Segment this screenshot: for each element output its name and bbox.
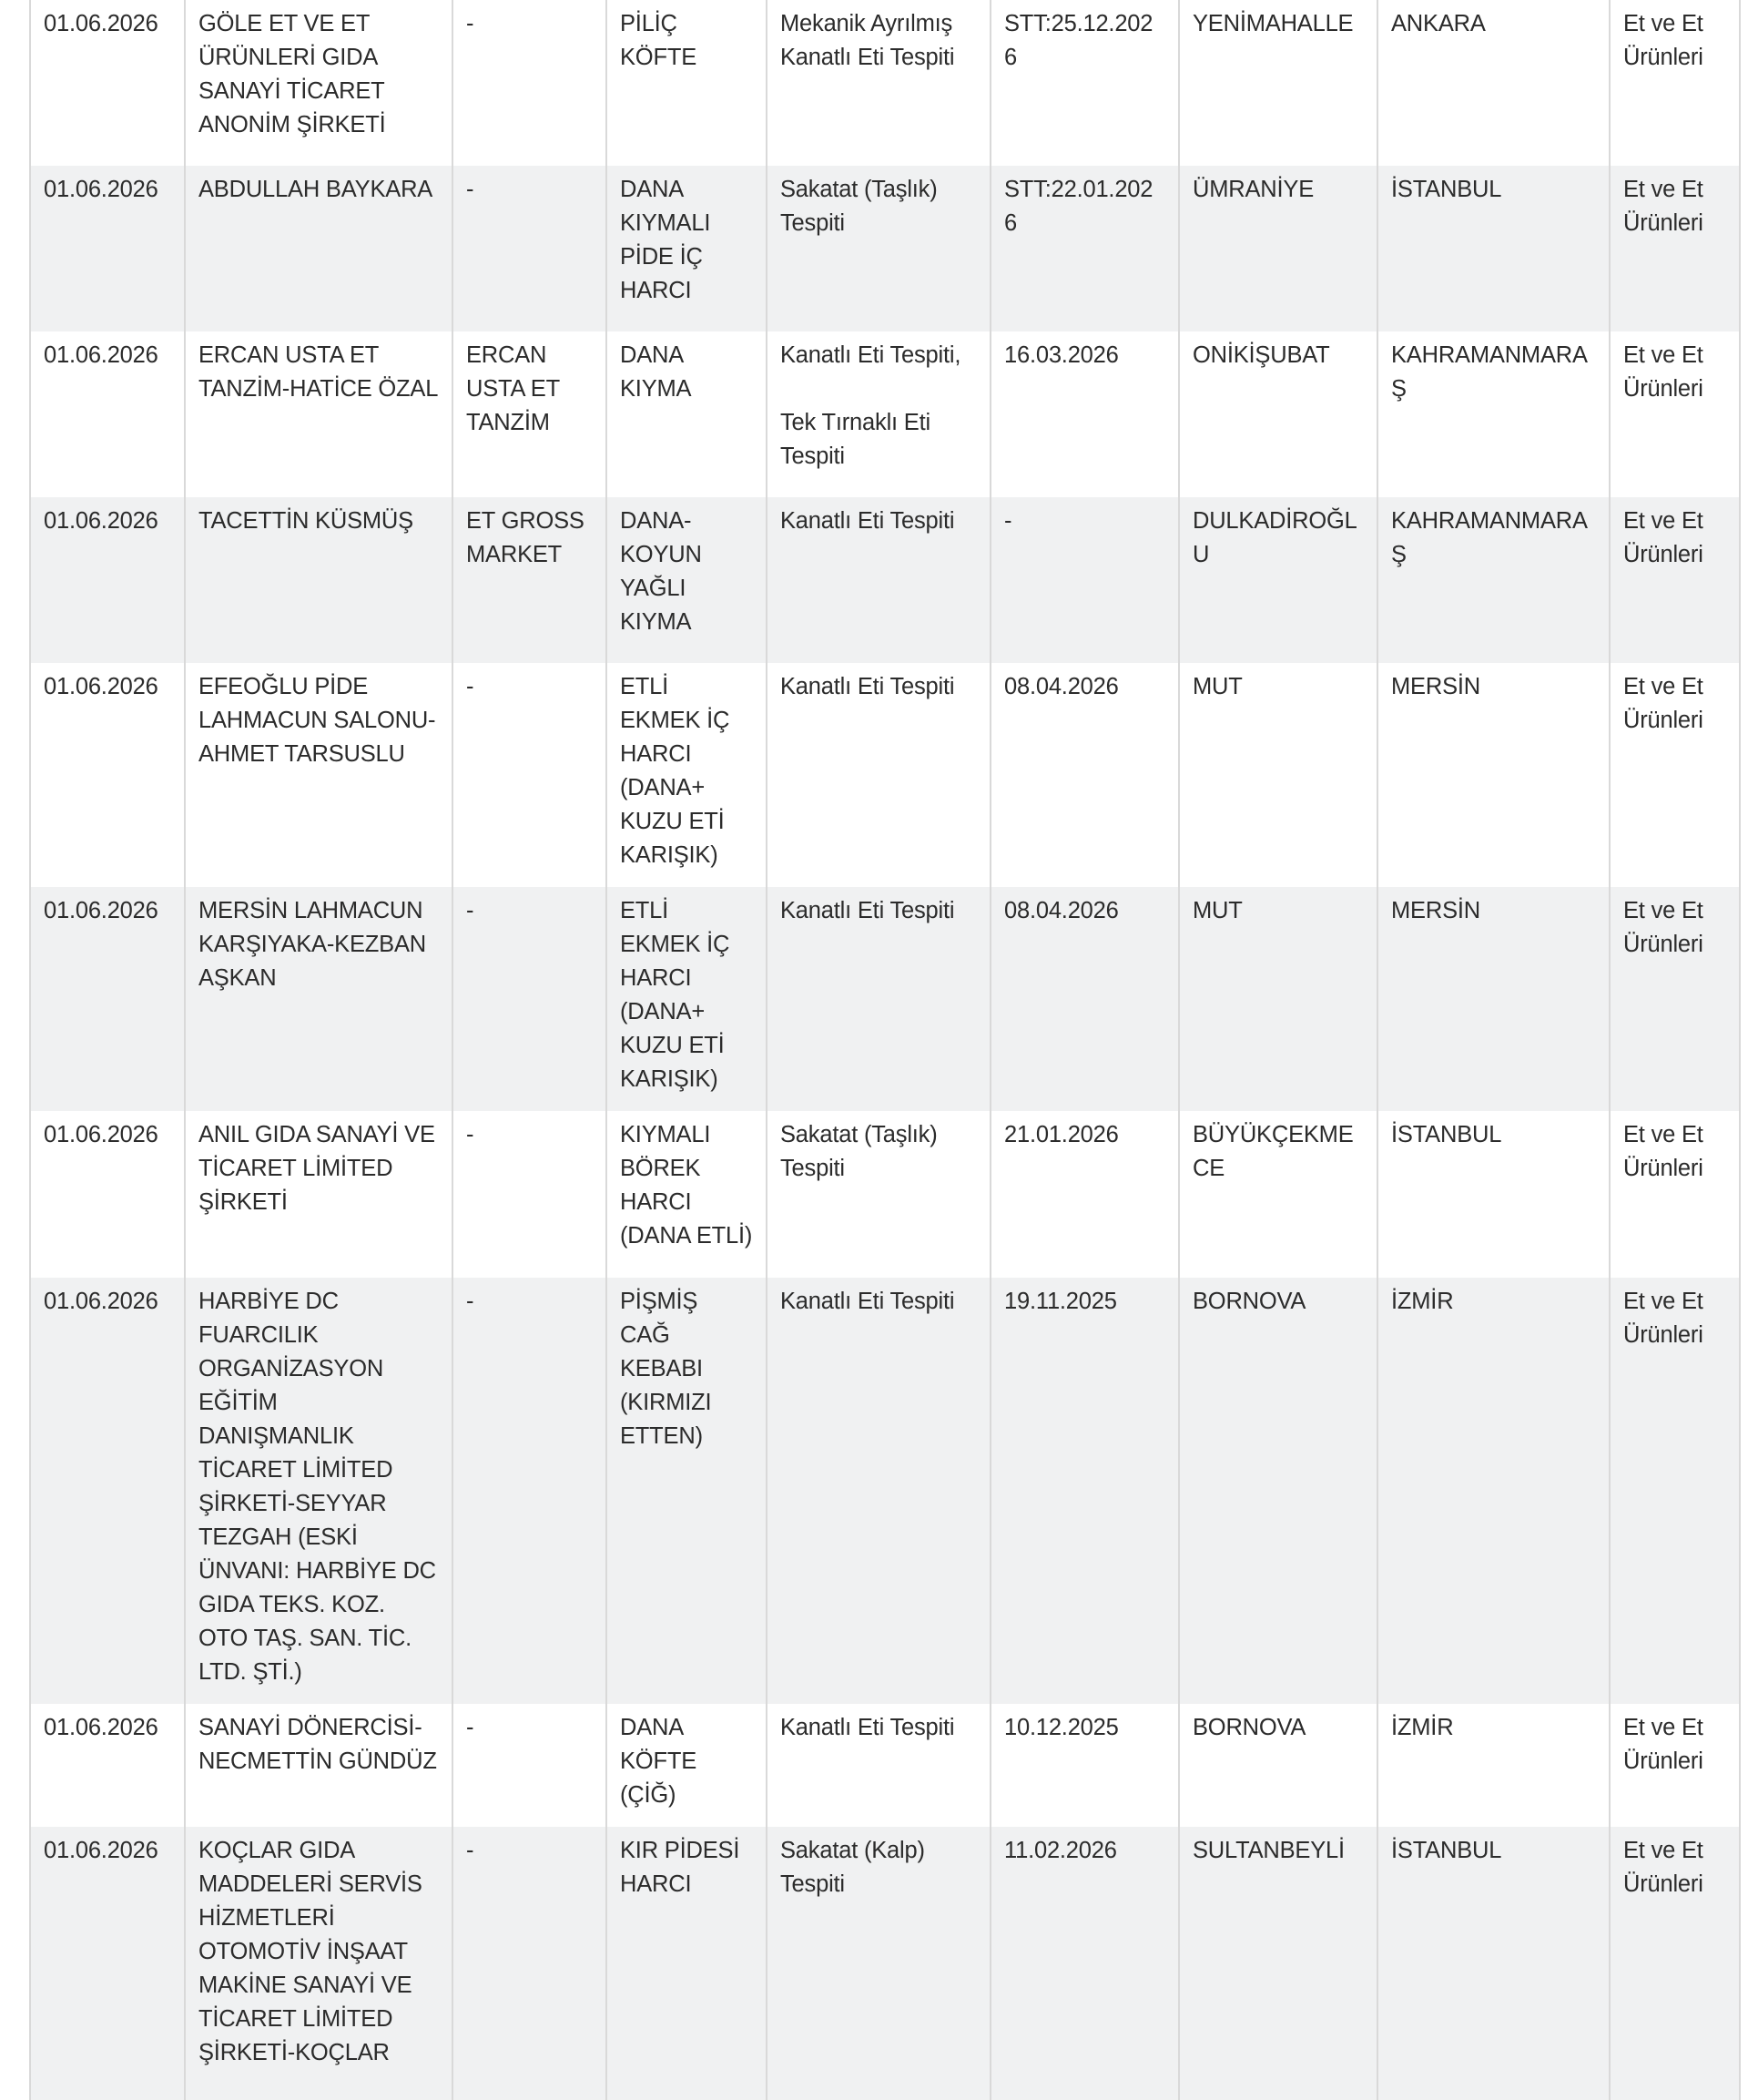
cell-city bbox=[1377, 166, 1610, 331]
cell-lot bbox=[991, 166, 1179, 331]
cell-date bbox=[30, 331, 185, 497]
cell-lot bbox=[991, 887, 1179, 1111]
cell-brand bbox=[452, 887, 606, 1111]
cell-lot-text: 16.03.2026 bbox=[1004, 342, 1119, 368]
cell-district-text: BÜYÜKÇEKMECE bbox=[1193, 1122, 1354, 1181]
cell-district bbox=[1179, 331, 1377, 497]
cell-finding bbox=[767, 166, 991, 331]
cell-product bbox=[606, 1278, 767, 1704]
cell-company-text: SANAYİ DÖNERCİSİ-NECMETTİN GÜNDÜZ bbox=[198, 1715, 437, 1774]
cell-product bbox=[606, 887, 767, 1111]
cell-group bbox=[1610, 331, 1740, 497]
finding-text: Sakatat (Taşlık) Tespiti bbox=[780, 177, 938, 236]
cell-lot-text: 19.11.2025 bbox=[1004, 1289, 1117, 1314]
cell-product-text: DANA-KOYUN YAĞLI KIYMA bbox=[620, 508, 702, 635]
finding-text: Tek Tırnaklı Eti Tespiti bbox=[780, 410, 930, 469]
finding-text: Kanatlı Eti Tespiti bbox=[780, 508, 955, 534]
cell-lot bbox=[991, 0, 1179, 166]
cell-product bbox=[606, 166, 767, 331]
cell-company-text: KOÇLAR GIDA MADDELERİ SERVİS HİZMETLERİ OTOMOTİV İNŞAAT MAKİNE SANAYİ VE TİCARET LİMİTED ŞİRKETİ-KOÇLAR bbox=[198, 1838, 422, 2065]
cell-brand bbox=[452, 0, 606, 166]
cell-date-text: 01.06.2026 bbox=[44, 1838, 158, 1863]
cell-brand bbox=[452, 331, 606, 497]
cell-lot bbox=[991, 1111, 1179, 1278]
table-row bbox=[30, 1278, 1740, 1704]
finding-text: Kanatlı Eti Tespiti bbox=[780, 674, 955, 699]
cell-group-text: Et ve Et Ürünleri bbox=[1623, 1289, 1703, 1348]
cell-company bbox=[185, 0, 452, 166]
cell-group bbox=[1610, 0, 1740, 166]
cell-lot bbox=[991, 497, 1179, 663]
cell-lot bbox=[991, 1278, 1179, 1704]
cell-group-text: Et ve Et Ürünleri bbox=[1623, 1715, 1703, 1774]
cell-company-text: ERCAN USTA ET TANZİM-HATİCE ÖZAL bbox=[198, 342, 439, 402]
cell-date bbox=[30, 887, 185, 1111]
cell-lot-text: STT:25.12.2026 bbox=[1004, 11, 1153, 70]
cell-finding bbox=[767, 1704, 991, 1827]
finding-text: Kanatlı Eti Tespiti bbox=[780, 1289, 955, 1314]
cell-product-text: PİŞMİŞ CAĞ KEBABI (KIRMIZI ETTEN) bbox=[620, 1289, 712, 1449]
cell-brand bbox=[452, 1278, 606, 1704]
cell-group bbox=[1610, 1111, 1740, 1278]
cell-company-text: EFEOĞLU PİDE LAHMACUN SALONU-AHMET TARSUSLU bbox=[198, 674, 436, 767]
cell-date bbox=[30, 1827, 185, 2100]
cell-date-text: 01.06.2026 bbox=[44, 1289, 158, 1314]
cell-district-text: BORNOVA bbox=[1193, 1715, 1306, 1740]
cell-product-text: ETLİ EKMEK İÇ HARCI (DANA+ KUZU ETİ KARIŞIK) bbox=[620, 674, 730, 868]
cell-district bbox=[1179, 1827, 1377, 2100]
cell-city bbox=[1377, 1111, 1610, 1278]
cell-finding bbox=[767, 1111, 991, 1278]
cell-finding bbox=[767, 887, 991, 1111]
cell-city bbox=[1377, 1278, 1610, 1704]
cell-date-text: 01.06.2026 bbox=[44, 1122, 158, 1147]
cell-brand-text: - bbox=[466, 177, 474, 202]
finding-text: Kanatlı Eti Tespiti bbox=[780, 898, 955, 923]
cell-product bbox=[606, 0, 767, 166]
cell-group bbox=[1610, 663, 1740, 887]
table-row bbox=[30, 331, 1740, 497]
cell-company-text: ANIL GIDA SANAYİ VE TİCARET LİMİTED ŞİRKETİ bbox=[198, 1122, 435, 1215]
cell-district-text: SULTANBEYLİ bbox=[1193, 1838, 1345, 1863]
cell-city-text: MERSİN bbox=[1391, 674, 1480, 699]
cell-brand bbox=[452, 663, 606, 887]
cell-city-text: KAHRAMANMARAŞ bbox=[1391, 508, 1588, 567]
cell-finding bbox=[767, 1827, 991, 2100]
cell-city bbox=[1377, 663, 1610, 887]
cell-product bbox=[606, 497, 767, 663]
cell-date bbox=[30, 663, 185, 887]
cell-company bbox=[185, 1111, 452, 1278]
cell-group-text: Et ve Et Ürünleri bbox=[1623, 1122, 1703, 1181]
cell-company bbox=[185, 497, 452, 663]
cell-lot bbox=[991, 331, 1179, 497]
cell-brand-text: - bbox=[466, 1122, 474, 1147]
table-row bbox=[30, 166, 1740, 331]
cell-company bbox=[185, 1278, 452, 1704]
cell-date bbox=[30, 497, 185, 663]
cell-lot-text: 08.04.2026 bbox=[1004, 674, 1119, 699]
cell-brand-text: - bbox=[466, 11, 474, 36]
cell-date-text: 01.06.2026 bbox=[44, 342, 158, 368]
cell-brand-text: - bbox=[466, 674, 474, 699]
cell-date-text: 01.06.2026 bbox=[44, 674, 158, 699]
table-row bbox=[30, 663, 1740, 887]
cell-city-text: KAHRAMANMARAŞ bbox=[1391, 342, 1588, 402]
cell-product bbox=[606, 663, 767, 887]
cell-date-text: 01.06.2026 bbox=[44, 11, 158, 36]
cell-city-text: MERSİN bbox=[1391, 898, 1480, 923]
cell-company bbox=[185, 1827, 452, 2100]
cell-lot-text: STT:22.01.2026 bbox=[1004, 177, 1153, 236]
cell-company bbox=[185, 663, 452, 887]
cell-brand-text: - bbox=[466, 1838, 474, 1863]
cell-district bbox=[1179, 497, 1377, 663]
cell-date bbox=[30, 1704, 185, 1827]
finding-text: Sakatat (Kalp) Tespiti bbox=[780, 1838, 925, 1897]
cell-product-text: PİLİÇ KÖFTE bbox=[620, 11, 697, 70]
cell-finding bbox=[767, 497, 991, 663]
cell-date-text: 01.06.2026 bbox=[44, 898, 158, 923]
cell-date bbox=[30, 166, 185, 331]
cell-city bbox=[1377, 331, 1610, 497]
cell-brand bbox=[452, 497, 606, 663]
cell-company-text: MERSİN LAHMACUN KARŞIYAKA-KEZBAN AŞKAN bbox=[198, 898, 426, 991]
cell-city bbox=[1377, 1704, 1610, 1827]
cell-product bbox=[606, 1827, 767, 2100]
cell-group bbox=[1610, 887, 1740, 1111]
cell-district-text: DULKADİROĞLU bbox=[1193, 508, 1357, 567]
table-row bbox=[30, 1111, 1740, 1278]
cell-group-text: Et ve Et Ürünleri bbox=[1623, 508, 1703, 567]
cell-district-text: BORNOVA bbox=[1193, 1289, 1306, 1314]
cell-lot bbox=[991, 1704, 1179, 1827]
cell-company-text: TACETTİN KÜSMÜŞ bbox=[198, 508, 413, 534]
cell-finding bbox=[767, 0, 991, 166]
cell-lot-text: 10.12.2025 bbox=[1004, 1715, 1119, 1740]
finding-text: Sakatat (Taşlık) Tespiti bbox=[780, 1122, 938, 1181]
cell-date-text: 01.06.2026 bbox=[44, 177, 158, 202]
cell-lot-text: 08.04.2026 bbox=[1004, 898, 1119, 923]
cell-district bbox=[1179, 1704, 1377, 1827]
cell-brand bbox=[452, 1111, 606, 1278]
cell-company bbox=[185, 1704, 452, 1827]
cell-finding bbox=[767, 663, 991, 887]
cell-group bbox=[1610, 1827, 1740, 2100]
cell-brand-text: - bbox=[466, 1715, 474, 1740]
cell-city-text: İSTANBUL bbox=[1391, 1122, 1502, 1147]
cell-city bbox=[1377, 0, 1610, 166]
cell-district bbox=[1179, 887, 1377, 1111]
cell-group bbox=[1610, 497, 1740, 663]
table-row bbox=[30, 497, 1740, 663]
cell-company-text: ABDULLAH BAYKARA bbox=[198, 177, 433, 202]
cell-brand-text: ET GROSS MARKET bbox=[466, 508, 584, 567]
finding-text: Mekanik Ayrılmış Kanatlı Eti Tespiti bbox=[780, 11, 955, 70]
cell-district bbox=[1179, 0, 1377, 166]
cell-brand-text: - bbox=[466, 1289, 474, 1314]
cell-product-text: KIYMALI BÖREK HARCI (DANA ETLİ) bbox=[620, 1122, 753, 1249]
cell-company-text: HARBİYE DC FUARCILIK ORGANİZASYON EĞİTİM DANIŞMANLIK TİCARET LİMİTED ŞİRKETİ-SEYYAR TEZGAH (ESKİ ÜNVANI: HARBİYE DC GIDA TEKS. KOZ. OTO TAŞ. SAN. TİC. LTD. ŞTİ.) bbox=[198, 1289, 436, 1685]
cell-brand-text: - bbox=[466, 898, 474, 923]
cell-company bbox=[185, 166, 452, 331]
finding-text: Kanatlı Eti Tespiti, bbox=[780, 342, 961, 368]
cell-lot bbox=[991, 663, 1179, 887]
cell-product-text: ETLİ EKMEK İÇ HARCI (DANA+ KUZU ETİ KARIŞIK) bbox=[620, 898, 730, 1092]
cell-group bbox=[1610, 1278, 1740, 1704]
table-body bbox=[30, 0, 1740, 2100]
table-row bbox=[30, 1704, 1740, 1827]
cell-date bbox=[30, 1111, 185, 1278]
cell-product bbox=[606, 1704, 767, 1827]
cell-date-text: 01.06.2026 bbox=[44, 1715, 158, 1740]
cell-date-text: 01.06.2026 bbox=[44, 508, 158, 534]
records-table bbox=[29, 0, 1741, 2100]
cell-group-text: Et ve Et Ürünleri bbox=[1623, 11, 1703, 70]
cell-product-text: DANA KÖFTE (ÇİĞ) bbox=[620, 1715, 697, 1808]
cell-district-text: YENİMAHALLE bbox=[1193, 11, 1354, 36]
finding-text: Kanatlı Eti Tespiti bbox=[780, 1715, 955, 1740]
cell-lot-text: - bbox=[1004, 508, 1012, 534]
cell-date bbox=[30, 1278, 185, 1704]
line-gap bbox=[780, 372, 977, 406]
cell-lot-text: 11.02.2026 bbox=[1004, 1838, 1117, 1863]
cell-city bbox=[1377, 497, 1610, 663]
table-row bbox=[30, 1827, 1740, 2100]
cell-district bbox=[1179, 1111, 1377, 1278]
cell-group-text: Et ve Et Ürünleri bbox=[1623, 1838, 1703, 1897]
cell-group bbox=[1610, 166, 1740, 331]
cell-group-text: Et ve Et Ürünleri bbox=[1623, 898, 1703, 957]
cell-product-text: DANA KIYMALI PİDE İÇ HARCI bbox=[620, 177, 711, 303]
cell-group-text: Et ve Et Ürünleri bbox=[1623, 674, 1703, 733]
cell-city-text: ANKARA bbox=[1391, 11, 1486, 36]
table-row bbox=[30, 887, 1740, 1111]
cell-company-text: GÖLE ET VE ET ÜRÜNLERİ GIDA SANAYİ TİCARET ANONİM ŞİRKETİ bbox=[198, 11, 386, 138]
cell-date bbox=[30, 0, 185, 166]
cell-finding bbox=[767, 1278, 991, 1704]
cell-city-text: İZMİR bbox=[1391, 1715, 1454, 1740]
cell-city-text: İSTANBUL bbox=[1391, 177, 1502, 202]
cell-brand bbox=[452, 166, 606, 331]
cell-district bbox=[1179, 1278, 1377, 1704]
cell-group-text: Et ve Et Ürünleri bbox=[1623, 342, 1703, 402]
cell-product-text: DANA KIYMA bbox=[620, 342, 692, 402]
cell-district-text: MUT bbox=[1193, 674, 1243, 699]
cell-company bbox=[185, 331, 452, 497]
cell-finding bbox=[767, 331, 991, 497]
cell-lot bbox=[991, 1827, 1179, 2100]
cell-product-text: KIR PİDESİ HARCI bbox=[620, 1838, 740, 1897]
cell-city bbox=[1377, 1827, 1610, 2100]
cell-group-text: Et ve Et Ürünleri bbox=[1623, 177, 1703, 236]
cell-city-text: İSTANBUL bbox=[1391, 1838, 1502, 1863]
cell-district-text: MUT bbox=[1193, 898, 1243, 923]
cell-group bbox=[1610, 1704, 1740, 1827]
cell-city bbox=[1377, 887, 1610, 1111]
cell-city-text: İZMİR bbox=[1391, 1289, 1454, 1314]
cell-brand bbox=[452, 1704, 606, 1827]
table-row bbox=[30, 0, 1740, 166]
cell-product bbox=[606, 331, 767, 497]
cell-brand-text: ERCAN USTA ET TANZİM bbox=[466, 342, 560, 435]
cell-company bbox=[185, 887, 452, 1111]
cell-product bbox=[606, 1111, 767, 1278]
cell-district bbox=[1179, 663, 1377, 887]
cell-district-text: ONİKİŞUBAT bbox=[1193, 342, 1330, 368]
cell-lot-text: 21.01.2026 bbox=[1004, 1122, 1119, 1147]
cell-brand bbox=[452, 1827, 606, 2100]
cell-district-text: ÜMRANİYE bbox=[1193, 177, 1314, 202]
cell-district bbox=[1179, 166, 1377, 331]
